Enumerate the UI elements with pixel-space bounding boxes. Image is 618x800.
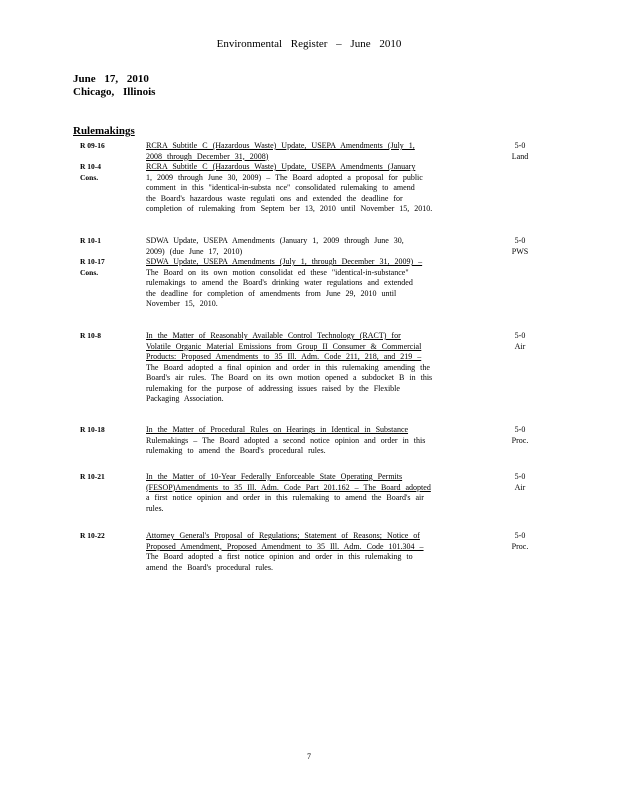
docket-number: R 10-22: [80, 531, 105, 540]
item-line: In the Matter of Reasonably Available Control Technology (RACT) for: [146, 331, 401, 340]
docket-number: R 09-16: [80, 141, 105, 150]
docket-numbers: [80, 236, 105, 278]
category-label: Proc.: [511, 541, 529, 551]
docket-number: R 10-4: [80, 162, 102, 171]
item-line: In the Matter of 10-Year Federally Enforceable State Operating Permits: [146, 472, 403, 481]
vote-count: 5-0: [514, 531, 526, 540]
item-line: 1, 2009 through June 30, 2009) – The Board adopted a proposal for public: [146, 172, 423, 182]
item-line: the Board's hazardous waste regulati ons and extended the deadline for: [146, 193, 403, 203]
vote-count: 5-0: [514, 331, 526, 340]
page-number: 7: [307, 752, 311, 761]
item-line: Packaging Association.: [146, 394, 224, 403]
item-line: In the Matter of Procedural Rules on Hearings in Identical in Substance: [146, 425, 409, 434]
item-line: RCRA Subtitle C (Hazardous Waste) Update, USEPA Amendments (January: [146, 162, 416, 171]
item-line: Rulemakings – The Board adopted a second notice opinion and order in this: [146, 435, 426, 445]
item-line: Volatile Organic Material Emissions from Group II Consumer & Commercial: [146, 341, 422, 351]
item-line: 2008 through December 31, 2008): [146, 151, 269, 161]
docket-numbers: [80, 141, 105, 183]
item-line: 2009) (due June 17, 2010): [146, 246, 243, 256]
docket-numbers: [80, 425, 105, 436]
item-line: rulemaking for the purpose of addressing issues raised by the Flexible: [146, 383, 400, 393]
item-line: Products: Proposed Amendments to 35 Ill. Adm. Code 211, 218, and 219 –: [146, 352, 422, 361]
item-line: the deadline for completion of amendments from June 29, 2010 until: [146, 288, 397, 298]
vote-info: [490, 331, 550, 352]
item-description: [146, 425, 458, 457]
category-label: Proc.: [511, 435, 529, 445]
category-label: Air: [514, 341, 526, 351]
docket-number: R 10-8: [80, 331, 102, 340]
item-description: [146, 531, 458, 573]
docket-number: Cons.: [80, 172, 99, 182]
docket-number: R 10-21: [80, 472, 105, 481]
item-line: SDWA Update, USEPA Amendments (January 1, 2009 through June 30,: [146, 236, 404, 245]
docket-numbers: [80, 331, 101, 342]
docket-numbers: [80, 531, 105, 542]
page-header: Environmental Register – June 2010: [216, 38, 402, 50]
category-label: Air: [514, 482, 526, 492]
vote-count: 5-0: [514, 236, 526, 245]
docket-numbers: [80, 472, 105, 483]
meeting-info: [73, 73, 155, 99]
item-line: The Board adopted a final opinion and order in this rulemaking amending the: [146, 362, 430, 372]
item-line: Attorney General's Proposal of Regulations; Statement of Reasons; Notice of: [146, 531, 420, 540]
meeting-date: June 17, 2010: [73, 73, 149, 85]
item-line: rulemakings to amend the Board's drinking water regulations and extended: [146, 278, 413, 287]
vote-info: [490, 141, 550, 162]
item-line: Board's air rules. The Board on its own motion opened a subdocket B in this: [146, 373, 433, 382]
item-line: RCRA Subtitle C (Hazardous Waste) Update, USEPA Amendments (July 1,: [146, 141, 415, 150]
item-description: [146, 141, 458, 215]
docket-number: R 10-17: [80, 257, 105, 266]
vote-info: [490, 531, 550, 552]
item-line: Proposed Amendment, Proposed Amendment to 35 Ill. Adm. Code 101.304 –: [146, 541, 424, 551]
item-line: rulemaking to amend the Board's procedural rules.: [146, 446, 326, 455]
item-line: completion of rulemaking from Septem ber 13, 2010 until November 15, 2010.: [146, 204, 433, 213]
vote-count: 5-0: [514, 472, 526, 481]
meeting-location: Chicago, Illinois: [73, 86, 156, 98]
item-line: (FESOP)Amendments to 35 Ill. Adm. Code Part 201.162 – The Board adopted: [146, 482, 431, 492]
category-label: PWS: [511, 246, 529, 256]
item-line: amend the Board's procedural rules.: [146, 562, 273, 572]
docket-number: R 10-1: [80, 236, 102, 245]
vote-count: 5-0: [514, 141, 526, 150]
item-description: [146, 331, 458, 405]
item-line: The Board on its own motion consolidat ed these "identical-in-substance": [146, 267, 409, 277]
item-line: comment in this "identical-in-substa nce" consolidated rulemaking to amend: [146, 183, 415, 192]
item-description: [146, 472, 458, 514]
category-label: Land: [511, 151, 529, 161]
vote-info: [490, 472, 550, 493]
section-title: Rulemakings: [73, 125, 135, 137]
vote-info: [490, 425, 550, 446]
item-line: a first notice opinion and order in this rulemaking to amend the Board's air: [146, 493, 424, 502]
vote-count: 5-0: [514, 425, 526, 434]
item-line: rules.: [146, 503, 164, 513]
item-line: The Board adopted a first notice opinion and order in this rulemaking to: [146, 552, 413, 561]
docket-number: R 10-18: [80, 425, 105, 434]
item-line: SDWA Update, USEPA Amendments (July 1, through December 31, 2009) –: [146, 257, 423, 266]
docket-number: Cons.: [80, 267, 99, 277]
vote-info: [490, 236, 550, 257]
item-description: [146, 236, 458, 310]
item-line: November 15, 2010.: [146, 299, 218, 308]
